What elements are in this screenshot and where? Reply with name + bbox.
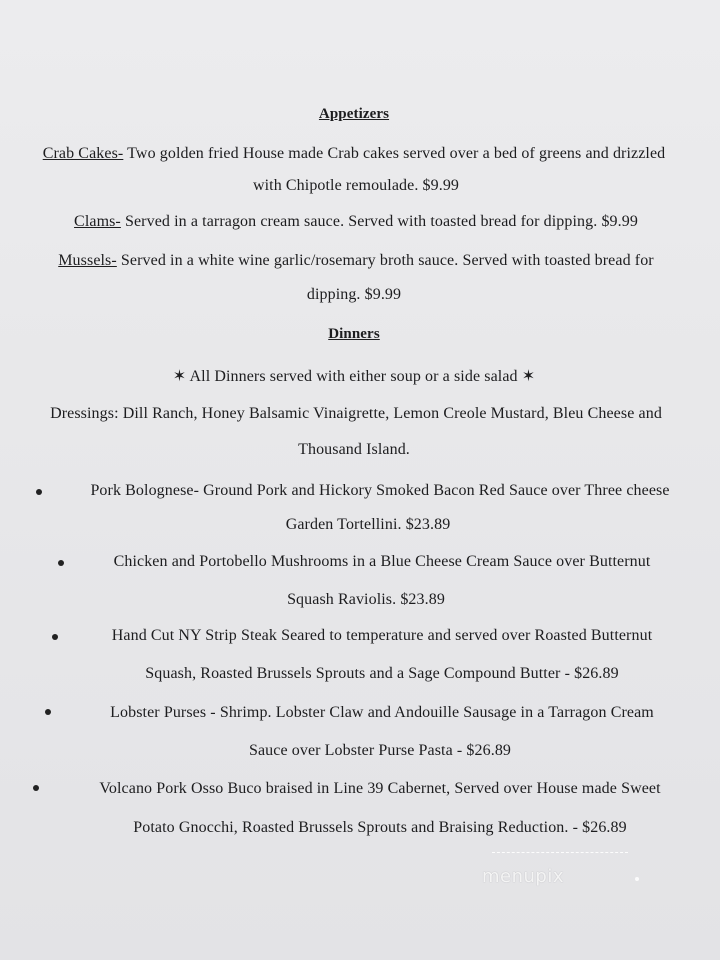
- dinner-item-4-line2: Sauce over Lobster Purse Pasta - $26.89: [248, 742, 512, 759]
- appetizers-heading: Appetizers: [318, 106, 390, 122]
- mussels-line2: dipping. $9.99: [306, 286, 402, 303]
- dinner-item-5-line2: Potato Gnocchi, Roasted Brussels Sprouts and Braising Reduction. - $26.89: [133, 819, 627, 836]
- dinner-item-3-line2: Squash, Roasted Brussels Sprouts and a Sage Compound Butter - $26.89: [145, 665, 619, 682]
- crab-cakes-desc: Two golden fried House made Crab cakes served over a bed of greens and drizzled: [123, 145, 666, 162]
- mussels-line1: [0, 252, 716, 270]
- dinners-heading: Dinners: [328, 326, 380, 342]
- clams-line: [0, 213, 716, 231]
- clams-desc: Served in a tarragon cream sauce. Served with toasted bread for dipping. $9.99: [120, 213, 638, 230]
- dinner-item-1-line2: Garden Tortellini. $23.89: [285, 516, 451, 533]
- crab-cakes-line2: with Chipotle remoulade. $9.99: [252, 177, 460, 194]
- watermark-dot: [635, 877, 639, 881]
- dinner-item-2-line1: Chicken and Portobello Mushrooms in a Blue Cheese Cream Sauce over Butternut: [113, 553, 651, 570]
- dinner-item-5-line1: Volcano Pork Osso Buco braised in Line 39 Cabernet, Served over House made Sweet: [99, 780, 661, 797]
- clams-name: Clams-: [74, 213, 121, 230]
- crab-cakes-name: Crab Cakes-: [42, 145, 124, 162]
- mussels-name: Mussels-: [58, 252, 117, 269]
- mussels-desc: Served in a white wine garlic/rosemary broth sauce. Served with toasted bread for: [116, 252, 654, 269]
- crab-cakes-line1: [0, 145, 714, 163]
- dinners-note: ✶ All Dinners served with either soup or a side salad ✶: [172, 368, 536, 385]
- dressings-line1: Dressings: Dill Ranch, Honey Balsamic Vinaigrette, Lemon Creole Mustard, Bleu Cheese and: [50, 405, 662, 422]
- menupix-watermark: menupix: [482, 866, 565, 887]
- dinner-item-4-line1: Lobster Purses - Shrimp. Lobster Claw and Andouille Sausage in a Tarragon Cream: [110, 704, 654, 721]
- watermark-rule: [492, 852, 628, 853]
- dressings-line2: Thousand Island.: [298, 441, 410, 458]
- dinner-item-3-line1: Hand Cut NY Strip Steak Seared to temperature and served over Roasted Butternut: [111, 627, 653, 644]
- dinner-item-1-line1: Pork Bolognese- Ground Pork and Hickory Smoked Bacon Red Sauce over Three cheese: [90, 482, 670, 499]
- dinner-item-2-line2: Squash Raviolis. $23.89: [287, 591, 445, 608]
